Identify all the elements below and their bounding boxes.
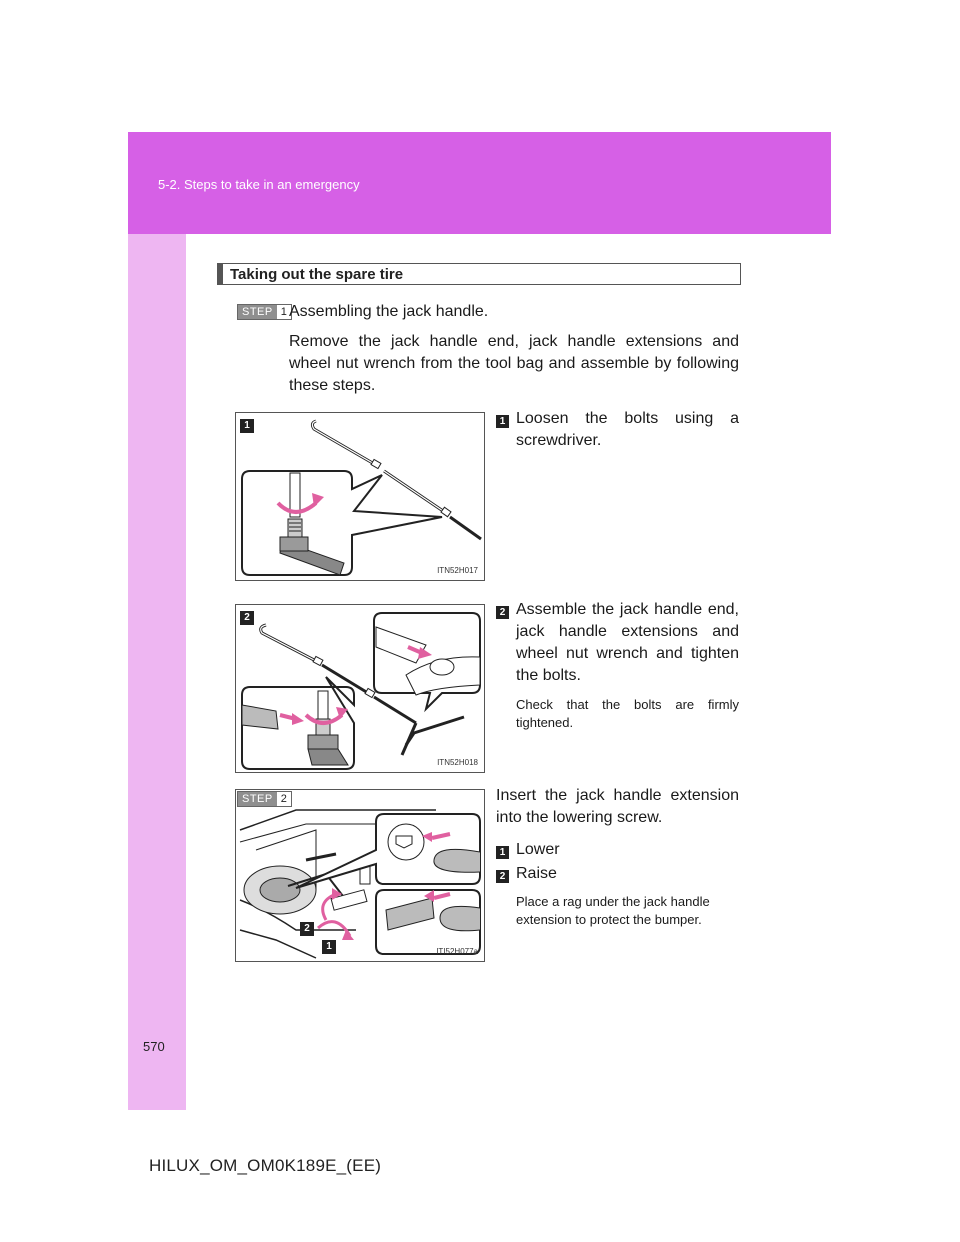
section-heading	[217, 263, 741, 285]
sub2-note: Check that the bolts are firmly tightened.	[516, 697, 739, 730]
figure3-badge-lower: 1	[322, 940, 336, 954]
step1-body: Remove the jack handle end, jack handle extensions and wheel nut wrench from the tool bag and assemble by following these steps.	[289, 333, 739, 394]
figure1-badge: 1	[240, 419, 254, 433]
step1-badge-label: STEP	[238, 305, 277, 319]
jack-handle-assemble-illustration	[236, 605, 484, 772]
figure1-code: ITN52H017	[437, 566, 478, 575]
figure2-badge: 2	[240, 611, 254, 625]
step2-note: Place a rag under the jack handle extension to protect the bumper.	[516, 894, 710, 927]
step2-badge-label: STEP	[238, 792, 277, 806]
section-title: Taking out the spare tire	[230, 266, 404, 283]
step1-badge	[237, 304, 292, 320]
section-accent	[218, 264, 223, 284]
sidebar-band	[128, 234, 186, 1110]
step2-item1-marker: 1	[496, 846, 509, 859]
figure-loosen-bolts	[235, 412, 485, 581]
step2-badge-number: 2	[277, 792, 291, 806]
figure3-badge-raise: 2	[300, 922, 314, 936]
sub1-marker: 1	[496, 415, 509, 428]
step1-badge-number: 1	[277, 305, 291, 319]
step2-badge	[237, 791, 292, 807]
step1-heading: Assembling the jack handle.	[289, 303, 489, 320]
step2-item2-marker: 2	[496, 870, 509, 883]
sub2-marker: 2	[496, 606, 509, 619]
header-band	[128, 132, 831, 234]
sub1-text: Loosen the bolts using a screwdriver.	[516, 410, 739, 449]
page-number: 570	[143, 1039, 165, 1054]
step2-text: Insert the jack handle extension into the lowering screw.	[496, 787, 739, 826]
figure-insert-extension	[235, 789, 485, 962]
jack-handle-loosen-illustration	[236, 413, 484, 580]
step2-item1-label: Lower	[516, 841, 560, 858]
figure3-code: ITI52H077a	[436, 947, 478, 956]
footer-doc-code: HILUX_OM_OM0K189E_(EE)	[149, 1156, 382, 1175]
sub2-text: Assemble the jack handle end, jack handle extensions and wheel nut wrench and tighten the bolts.	[516, 601, 739, 684]
figure-assemble-handle	[235, 604, 485, 773]
breadcrumb: 5-2. Steps to take in an emergency	[158, 177, 360, 192]
step2-item2-label: Raise	[516, 865, 557, 882]
figure2-code: ITN52H018	[437, 758, 478, 767]
lowering-screw-illustration	[236, 790, 484, 961]
